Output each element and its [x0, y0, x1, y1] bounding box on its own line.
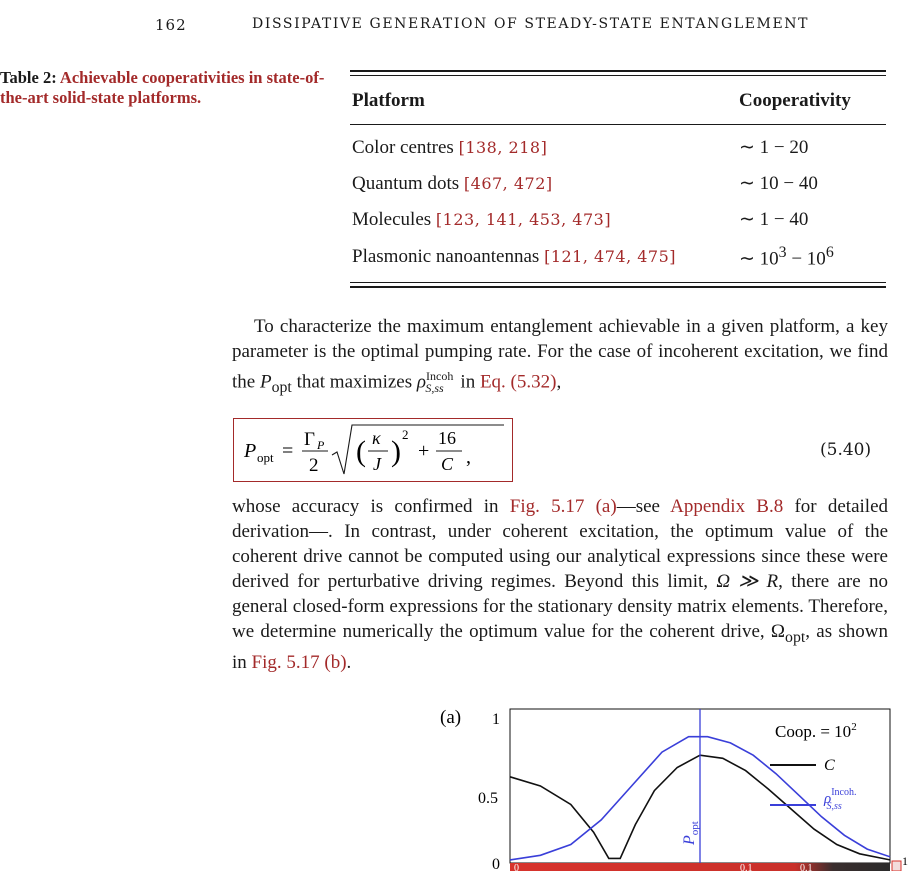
platform-name: Quantum dots [352, 172, 460, 194]
table-caption [0, 68, 338, 108]
svg-text:κ: κ [372, 428, 381, 448]
panel-label: (a) [440, 707, 462, 728]
table-row [350, 237, 886, 276]
colorbar-tick: 1 [902, 854, 908, 868]
y-tick-label: 0 [492, 856, 500, 871]
svg-text:16: 16 [438, 428, 456, 448]
legend-title: Coop. = $10^2$ [775, 721, 857, 741]
figure-panel-a [440, 695, 910, 871]
body-paragraph-2: whose accuracy is confirmed in Fig. 5.17 (a)—see Appendix B.8 for detailed derivation—. In contrast, under coherent excitation, the optimum value of the coherent drive cannot be computed using our analytical expressions since these were derived for perturbative driving regimes. Beyond this limit, Ω ≫ R, there are no general closed-form expressions for the stationary density matrix elements. Therefore, we determine numerically the optimum value for the coherent drive, $\Omega_{opt}$, as shown in Fig. 5.17 (b). [232, 496, 888, 673]
legend-label-c: C [824, 757, 835, 774]
citation-link[interactable]: [138, 218] [458, 137, 548, 157]
table-row [350, 201, 886, 237]
svg-text:2: 2 [309, 455, 319, 476]
cooperativity-value: ∼ 1 − 20 [739, 137, 809, 158]
equation-number: (5.40) [820, 440, 872, 460]
table-row [350, 129, 886, 165]
heatmap-strip [510, 863, 890, 871]
citation-link[interactable]: [123, 141, 453, 473] [435, 209, 612, 229]
svg-text:P: P [317, 438, 325, 452]
platform-name: Plasmonic nanoantennas [352, 246, 540, 268]
table-bottom-rule-thin [350, 282, 886, 283]
table-mid-rule [350, 124, 886, 125]
figure-ref-link[interactable]: Fig. 5.17 (a) [509, 496, 617, 517]
equation-ref-link[interactable]: Eq. (5.32) [479, 371, 557, 393]
svg-text:(: ( [356, 435, 366, 468]
body-paragraph-1: To characterize the maximum entanglement achievable in a given platform, a key parameter is the optimal pumping rate. For the case of incoherent excitation, we find the $P_{opt}$ that maximizes $\rho^{Incoh}_{S,ss}$ in Eq. (5.32), [232, 316, 888, 397]
running-title: DISSIPATIVE GENERATION OF STEADY-STATE ENTANGLEMENT [252, 16, 810, 32]
table-header-row [350, 76, 886, 124]
figure-ref-link[interactable]: Fig. 5.17 (b) [251, 651, 347, 673]
y-tick-label: 1 [492, 711, 500, 728]
equation-5-40 [234, 419, 512, 481]
svg-text:+: + [418, 440, 430, 462]
platform-name: Molecules [352, 208, 432, 230]
strip-label: 0 [514, 863, 519, 871]
svg-text:,: , [466, 446, 471, 468]
strip-label: 0.1 [800, 863, 813, 871]
platform-name: Color centres [352, 136, 454, 158]
p-opt-label: $P_{opt}$ [681, 821, 701, 845]
page-header [0, 16, 918, 36]
column-header-platform: Platform [352, 90, 425, 111]
figure-5-17 [440, 695, 910, 875]
page-number: 162 [155, 16, 187, 34]
svg-text:2: 2 [402, 427, 409, 442]
svg-text:): ) [391, 435, 401, 468]
citation-link[interactable]: [121, 474, 475] [544, 247, 677, 267]
svg-text:C: C [441, 454, 454, 474]
table-top-rule [350, 70, 886, 72]
equation-box [233, 418, 513, 482]
svg-text:=: = [282, 440, 294, 462]
cooperativity-table [350, 70, 886, 288]
strip-label: 0.1 [740, 863, 753, 871]
citation-link[interactable]: [467, 472] [463, 173, 553, 193]
svg-text:opt: opt [257, 450, 274, 465]
cooperativity-value: ∼ $10^3 - 10^6$ [739, 244, 834, 270]
table-caption-label: Table 2: [0, 68, 57, 87]
svg-text:J: J [373, 454, 381, 474]
legend-label-rho: $\rho^{Incoh.}$ S,ss [824, 787, 857, 812]
svg-text:Γ: Γ [304, 429, 315, 450]
column-header-cooperativity: Cooperativity [739, 90, 851, 111]
y-tick-label: 0.5 [478, 790, 498, 807]
cooperativity-value: ∼ 1 − 40 [739, 209, 809, 230]
table-caption-text: Achievable cooperativities in state-of-the-art solid-state platforms. [0, 68, 325, 107]
appendix-ref-link[interactable]: Appendix B.8 [670, 496, 784, 517]
table-row [350, 165, 886, 201]
svg-text:P: P [244, 440, 257, 462]
cooperativity-value: ∼ 10 − 40 [739, 173, 818, 194]
table-bottom-rule [350, 286, 886, 288]
colorbar [892, 861, 901, 871]
